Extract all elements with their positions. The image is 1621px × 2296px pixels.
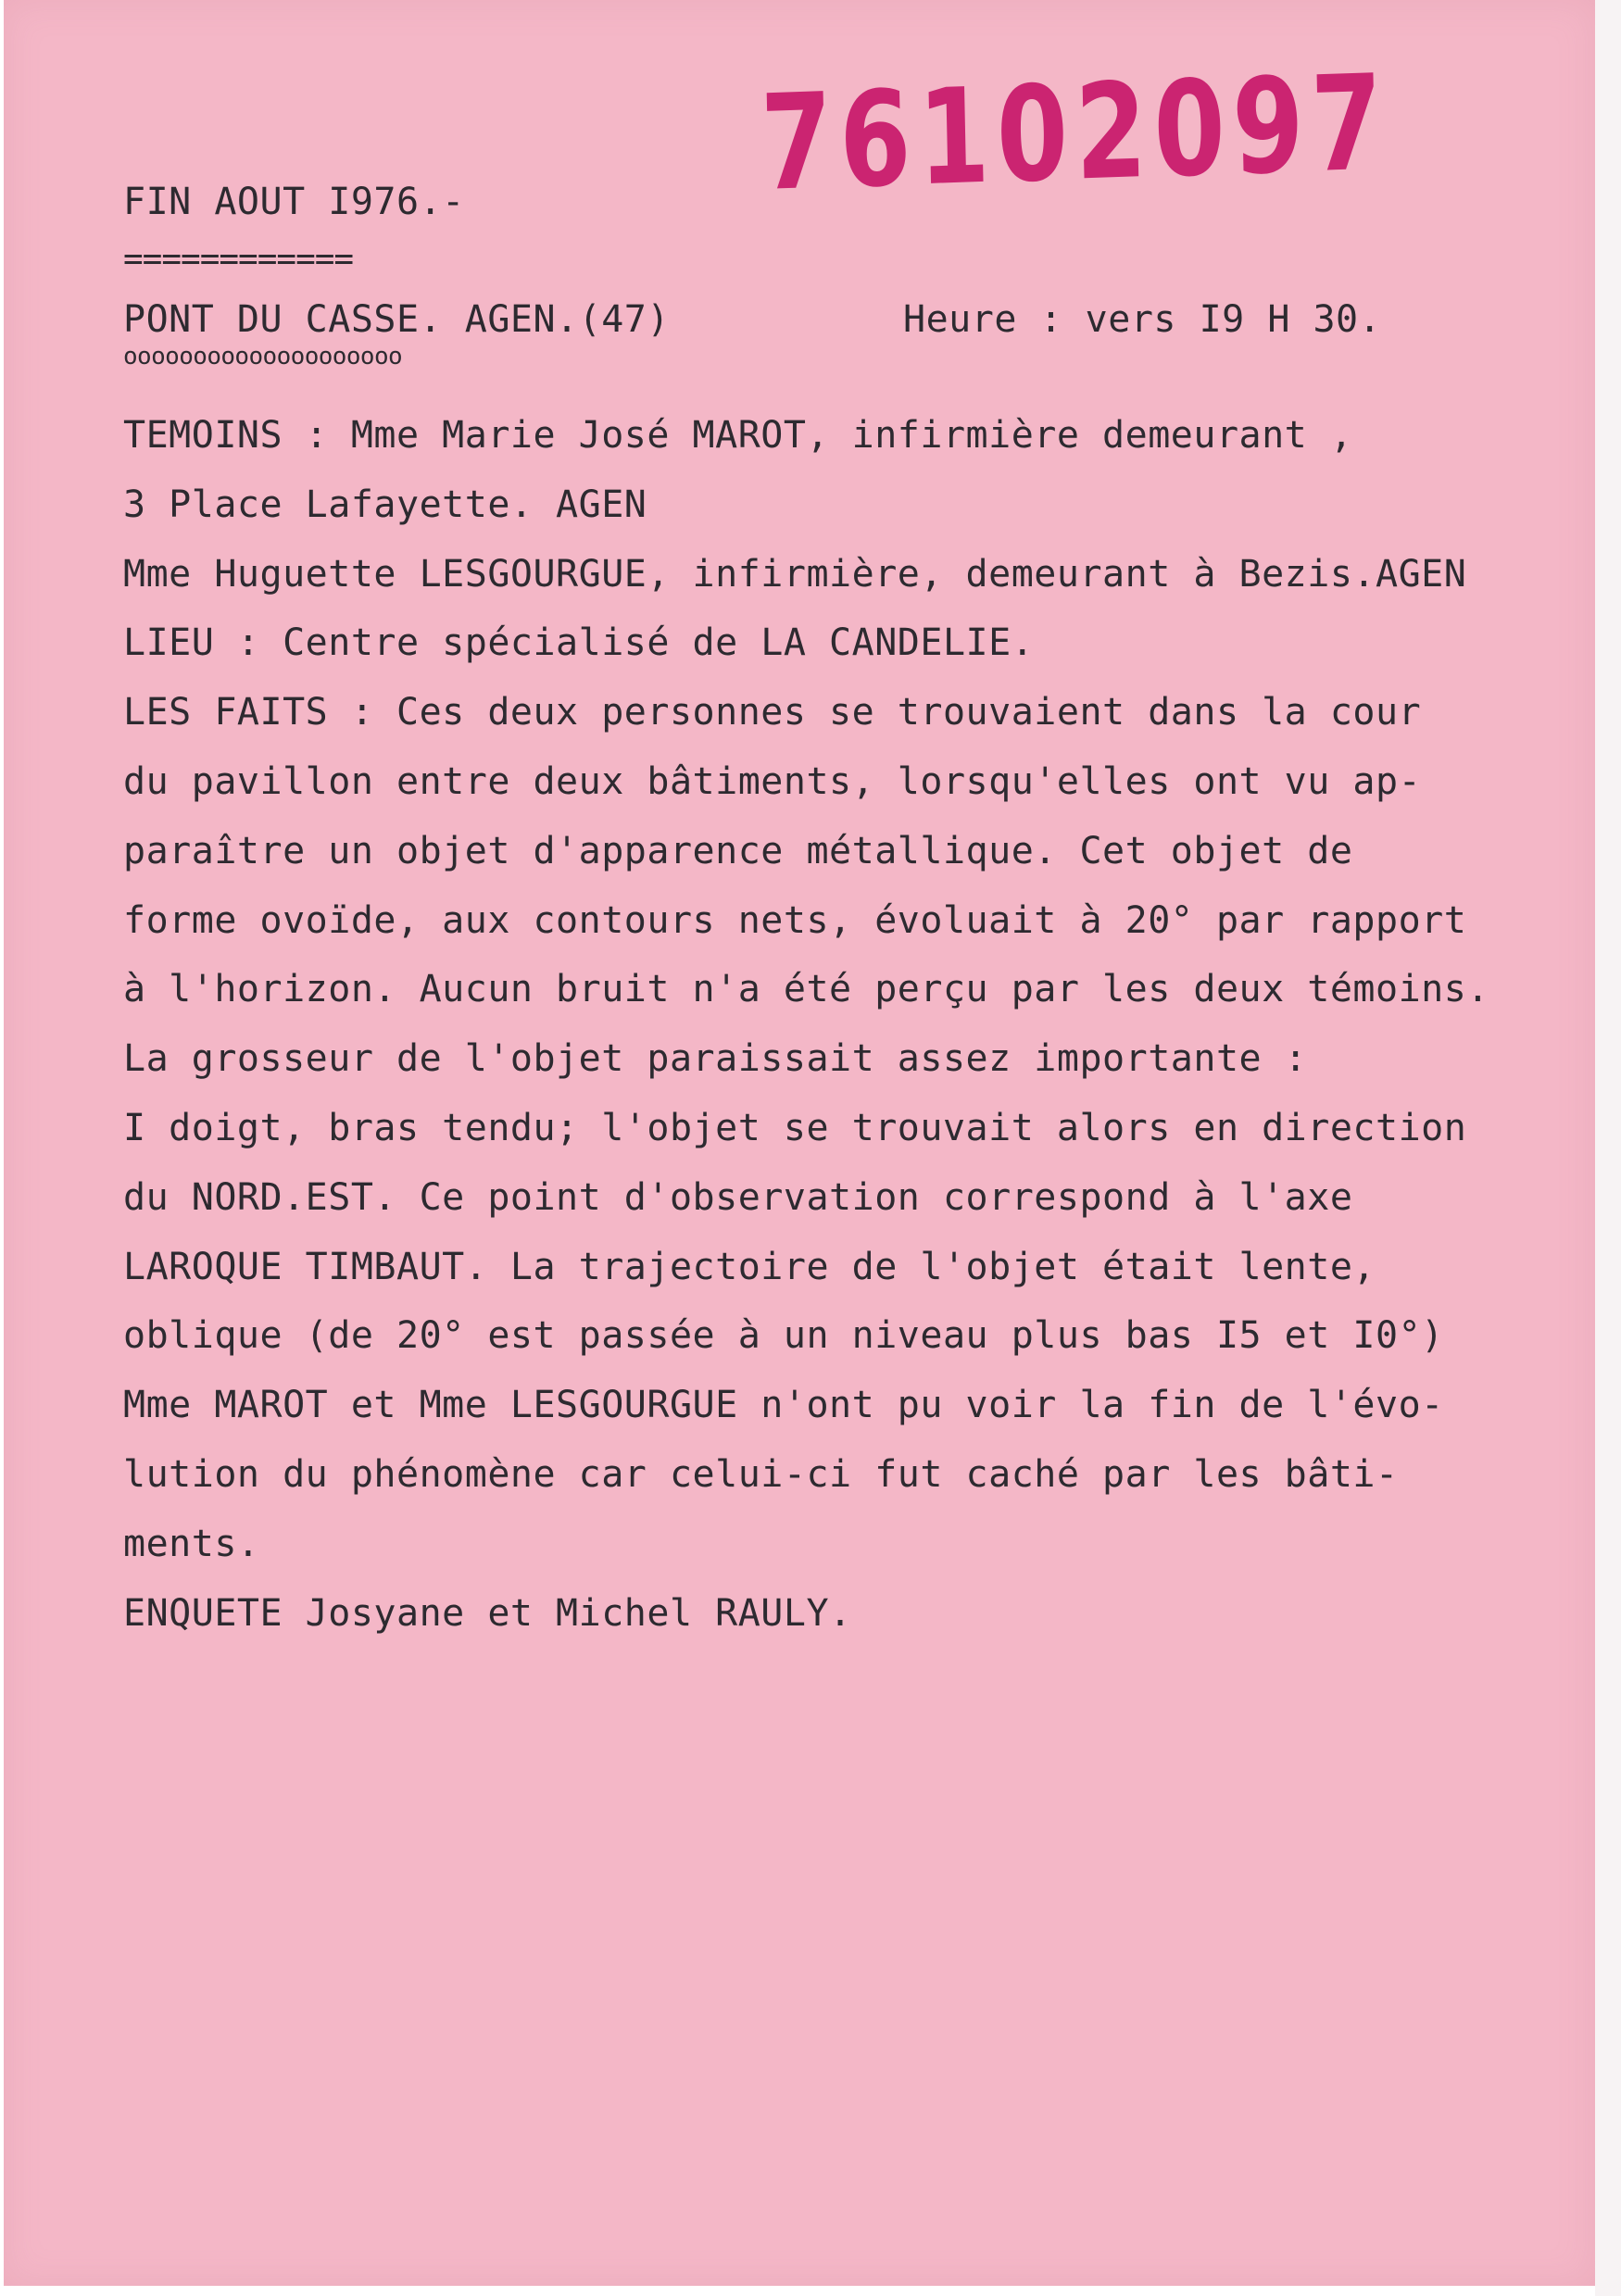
facts-line: Mme MAROT et Mme LESGOURGUE n'ont pu voir la fin de l'évo- bbox=[123, 1384, 1444, 1426]
witness-address-line: 3 Place Lafayette. AGEN bbox=[123, 483, 647, 526]
report-date: FIN AOUT I976.- bbox=[123, 181, 465, 223]
facts-line: du pavillon entre deux bâtiments, lorsqu'elles ont vu ap- bbox=[123, 760, 1422, 803]
facts-line: ments. bbox=[123, 1523, 260, 1565]
facts-line: paraître un objet d'apparence métallique. Cet objet de bbox=[123, 830, 1353, 872]
facts-line: I doigt, bras tendu; l'objet se trouvait alors en direction bbox=[123, 1107, 1467, 1149]
facts-line: du NORD.EST. Ce point d'observation correspond à l'axe bbox=[123, 1176, 1353, 1219]
facts-line: oblique (de 20° est passée à un niveau plus bas I5 et I0°) bbox=[123, 1314, 1444, 1357]
facts-line: lution du phénomène car celui-ci fut caché par les bâti- bbox=[123, 1453, 1399, 1496]
scan-margin bbox=[1595, 0, 1621, 2296]
facts-line: forme ovoïde, aux contours nets, évoluait à 20° par rapport bbox=[123, 899, 1467, 942]
facts-line: à l'horizon. Aucun bruit n'a été perçu par les deux témoins. bbox=[123, 968, 1489, 1010]
facts-line: LAROQUE TIMBAUT. La trajectoire de l'objet était lente, bbox=[123, 1246, 1376, 1288]
location-underline: oooooooooooooooooooo bbox=[123, 343, 403, 370]
second-witness-line: Mme Huguette LESGOURGUE, infirmière, demeurant à Bezis.AGEN bbox=[123, 553, 1467, 596]
report-location: PONT DU CASSE. AGEN.(47) bbox=[123, 298, 670, 341]
reference-number-stamp: 76102097 bbox=[759, 46, 1391, 220]
facts-line: LES FAITS : Ces deux personnes se trouvaient dans la cour bbox=[123, 691, 1422, 734]
witnesses-line: TEMOINS : Mme Marie José MAROT, infirmière demeurant , bbox=[123, 414, 1353, 457]
facts-line: La grosseur de l'objet paraissait assez importante : bbox=[123, 1037, 1308, 1080]
date-underline: ============ bbox=[123, 240, 354, 278]
investigators-line: ENQUETE Josyane et Michel RAULY. bbox=[123, 1592, 852, 1635]
report-time: Heure : vers I9 H 30. bbox=[903, 298, 1382, 341]
place-line: LIEU : Centre spécialisé de LA CANDELIE. bbox=[123, 621, 1035, 664]
